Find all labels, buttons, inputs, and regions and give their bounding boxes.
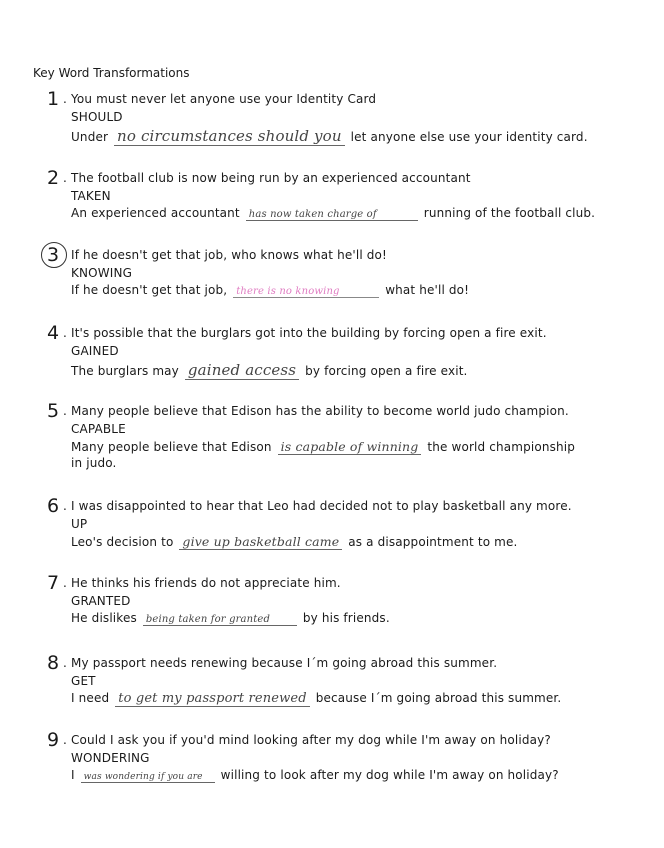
answer-line (71, 127, 588, 146)
question-sentence: I was disappointed to hear that Leo had decided not to play basketball any more. (71, 499, 572, 513)
key-word: SHOULD (71, 110, 123, 124)
answer-prefix: He dislikes (71, 611, 137, 625)
question-number: 1 (47, 88, 60, 110)
question-sentence: He thinks his friends do not appreciate him. (71, 576, 341, 590)
worksheet-title: Key Word Transformations (33, 66, 190, 80)
answer-line (71, 768, 559, 783)
answer-prefix: I need (71, 691, 110, 705)
answer-line (71, 206, 595, 221)
answer-prefix: Under (71, 130, 109, 144)
handwritten-answer: to get my passport renewed (115, 691, 310, 707)
handwritten-answer: was wondering if you are (81, 772, 215, 783)
answer-prefix: An experienced accountant (71, 206, 240, 220)
question-sentence: You must never let anyone use your Identity Card (71, 92, 377, 106)
answer-line (71, 691, 561, 707)
key-word: KNOWING (71, 266, 133, 280)
question-number: 6 (47, 495, 60, 517)
answer-prefix: Leo's decision to (71, 535, 174, 549)
answer-suffix: by his friends. (302, 611, 390, 625)
answer-suffix: running of the football club. (423, 206, 596, 220)
key-word: CAPABLE (71, 422, 126, 436)
answer-line (71, 439, 575, 455)
answer-suffix: the world championship (427, 440, 575, 454)
handwritten-answer: is capable of winning (278, 439, 422, 455)
key-word: GET (71, 674, 96, 688)
question-sentence: The football club is now being run by an experienced accountant (71, 171, 471, 185)
question-number: 7 (47, 572, 60, 594)
question-sentence: Many people believe that Edison has the ability to become world judo champion. (71, 404, 569, 418)
handwritten-answer: give up basketball came (179, 534, 342, 550)
answer-suffix: as a disappointment to me. (348, 535, 518, 549)
answer-line (71, 361, 468, 380)
question-number: 4 (47, 322, 60, 344)
question-number: 9 (47, 729, 60, 751)
question-number: 5 (47, 400, 60, 422)
question-number: 8 (47, 652, 60, 674)
question-sentence: My passport needs renewing because I´m going abroad this summer. (71, 656, 498, 670)
answer-line (71, 611, 390, 626)
handwritten-answer: has now taken charge of (246, 209, 418, 221)
answer-line (71, 283, 469, 298)
handwritten-answer: there is no knowing (233, 286, 379, 298)
key-word: WONDERING (71, 751, 150, 765)
key-word: GAINED (71, 344, 119, 358)
answer-suffix: by forcing open a fire exit. (305, 364, 468, 378)
answer-suffix: let anyone else use your identity card. (350, 130, 588, 144)
question-sentence: If he doesn't get that job, who knows what he'll do! (71, 248, 388, 262)
handwritten-answer: being taken for granted (143, 614, 297, 626)
question-sentence: It's possible that the burglars got into the building by forcing open a fire exit. (71, 326, 547, 340)
handwritten-answer: gained access (185, 361, 299, 380)
key-word: UP (71, 517, 88, 531)
question-sentence: Could I ask you if you'd mind looking after my dog while I'm away on holiday? (71, 733, 551, 747)
question-number-circled: 3 (47, 244, 60, 266)
key-word: TAKEN (71, 189, 111, 203)
answer-suffix: willing to look after my dog while I'm away on holiday? (220, 768, 559, 782)
answer-suffix: because I´m going abroad this summer. (315, 691, 562, 705)
answer-prefix: The burglars may (71, 364, 179, 378)
key-word: GRANTED (71, 594, 131, 608)
answer-prefix: If he doesn't get that job, (71, 283, 228, 297)
answer-line-continued: in judo. (71, 456, 117, 470)
handwritten-answer: no circumstances should you (114, 127, 345, 146)
answer-line (71, 534, 518, 550)
question-number: 2 (47, 167, 60, 189)
answer-prefix: Many people believe that Edison (71, 440, 272, 454)
answer-prefix: I (71, 768, 75, 782)
answer-suffix: what he'll do! (385, 283, 470, 297)
